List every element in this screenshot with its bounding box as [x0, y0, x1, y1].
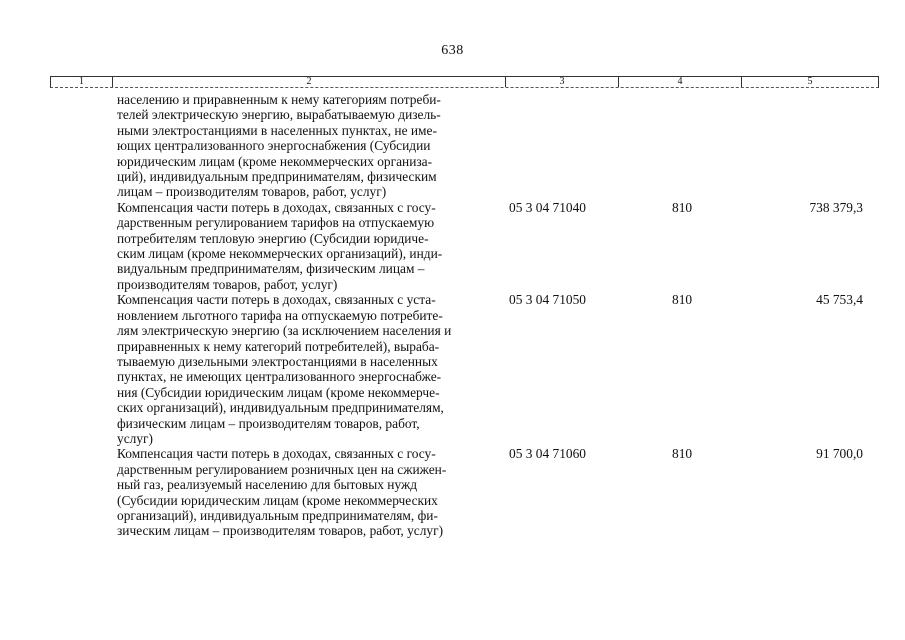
row-code: 05 3 04 71040 — [509, 199, 586, 215]
row-amount: 45 753,4 — [816, 292, 863, 308]
row-description: населению и приравненным к нему категориям потреби- телей электрическую энергию, вырабатываемую дизель- ными электростанциями в населенных пунктах, не име- ющих централизованного энергоснабжения (Субсидии юридическим лицам (кроме некоммерческих организа- ций), индивидуальным предпринимателям, физическим лицам – производителям товаров, работ, услуг) — [117, 92, 441, 200]
row-unit: 810 — [672, 199, 693, 215]
table-row — [117, 292, 877, 446]
row-description: Компенсация части потерь в доходах, связанных с госу- дарственным регулированием розничных цен на сжижен- ный газ, реализуемый населению для бытовых нужд (Субсидии юридическим лицам (кроме некоммерческих организаций), индивидуальным предпринимателям, фи- зическим лицам – производителям товаров, работ, услуг) — [117, 446, 447, 539]
table-body — [117, 92, 877, 539]
table-header-row — [50, 76, 879, 88]
column-header-1: 1 — [51, 77, 113, 87]
page-number: 638 — [441, 43, 464, 58]
row-code: 05 3 04 71060 — [509, 446, 586, 462]
row-amount: 91 700,0 — [816, 446, 863, 462]
row-code: 05 3 04 71050 — [509, 292, 586, 308]
table-row — [117, 446, 877, 538]
table-row — [117, 200, 877, 292]
row-description: Компенсация части потерь в доходах, связанных с госу- дарственным регулированием тарифов на отпускаемую потребителям тепловую энергию (Субсидии юридиче- ским лицам (кроме некоммерческих организаций), инди- видуальным предпринимателям, физическим лицам – производителям товаров, работ, услуг) — [117, 199, 443, 292]
column-header-3: 3 — [506, 77, 619, 87]
column-header-4: 4 — [619, 77, 742, 87]
table-row — [117, 92, 877, 200]
row-unit: 810 — [672, 292, 693, 308]
column-header-5: 5 — [807, 76, 813, 87]
column-header-2: 2 — [113, 77, 506, 87]
row-description: Компенсация части потерь в доходах, связанных с уста- новлением льготного тарифа на отпускаемую потребите- лям электрическую энергию (за исключением населения и приравненных к нему категорий потребителей), выраба- тываемую дизельными электростанциями в населенных пунктах, не имеющих централизованного энергоснабже- ния (Субсидии юридическим лицам (кроме некоммерче- ских организаций), индивидуальным предпринимателям, физическим лицам – производителям товаров, работ, услуг) — [117, 292, 452, 446]
row-unit: 810 — [672, 446, 693, 462]
row-amount: 738 379,3 — [809, 199, 863, 215]
